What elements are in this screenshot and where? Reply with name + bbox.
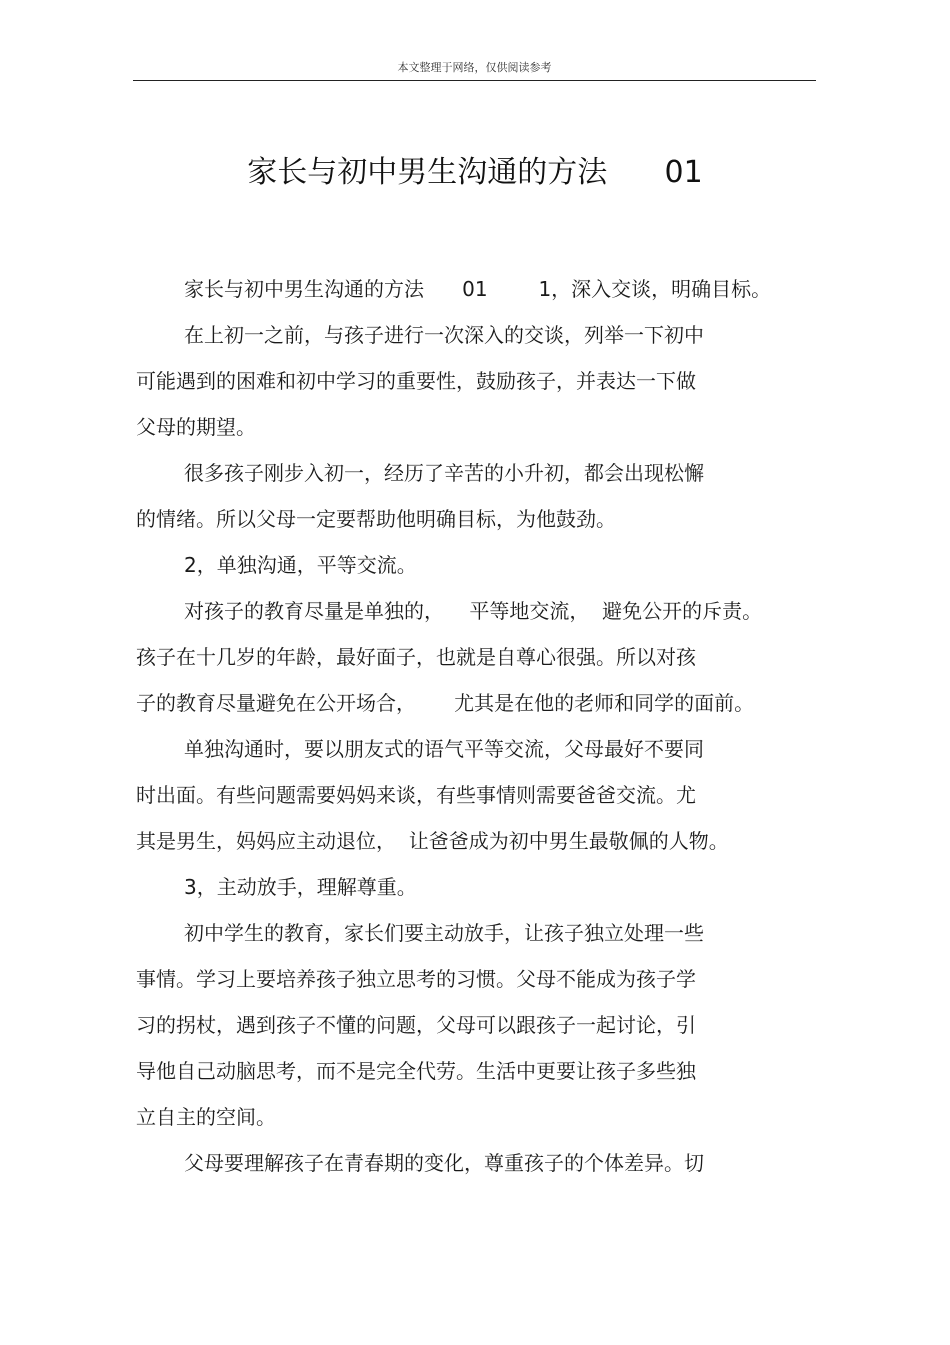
- section-heading: 3，主动放手，理解尊重。: [184, 875, 417, 899]
- paragraph-line: 习的拐杖，遇到孩子不懂的问题，父母可以跟孩子一起讨论，引: [136, 1013, 696, 1037]
- section-heading: 2，单独沟通，平等交流。: [184, 553, 417, 577]
- document-body: [136, 266, 816, 1186]
- paragraph-line: 其是男生，妈妈应主动退位， 让爸爸成为初中男生最敬佩的人物。: [136, 829, 729, 853]
- paragraph-line: 父母的期望。: [136, 415, 256, 439]
- paragraph-line: 孩子在十几岁的年龄，最好面子，也就是自尊心很强。所以对孩: [136, 645, 696, 669]
- paragraph-line: 立自主的空间。: [136, 1105, 276, 1129]
- paragraph-line: 单独沟通时，要以朋友式的语气平等交流，父母最好不要同: [184, 737, 704, 761]
- paragraph-line: 在上初一之前，与孩子进行一次深入的交谈，列举一下初中: [184, 323, 704, 347]
- paragraph-line: 导他自己动脑思考，而不是完全代劳。生活中更要让孩子多些独: [136, 1059, 696, 1083]
- paragraph-line: 家长与初中男生沟通的方法 01 1，深入交谈，明确目标。: [184, 277, 772, 301]
- paragraph-line: 可能遇到的困难和初中学习的重要性，鼓励孩子，并表达一下做: [136, 369, 696, 393]
- paragraph-line: 的情绪。所以父母一定要帮助他明确目标，为他鼓劲。: [136, 507, 616, 531]
- paragraph-line: 子的教育尽量避免在公开场合， 尤其是在他的老师和同学的面前。: [136, 691, 755, 715]
- paragraph-line: 对孩子的教育尽量是单独的， 平等地交流， 避免公开的斥责。: [184, 599, 763, 623]
- page-header: [133, 58, 816, 81]
- paragraph-line: 时出面。有些问题需要妈妈来谈，有些事情则需要爸爸交流。尤: [136, 783, 696, 807]
- header-text: 本文整理于网络，仅供阅读参考: [397, 61, 552, 74]
- paragraph-line: 事情。学习上要培养孩子独立思考的习惯。父母不能成为孩子学: [136, 967, 696, 991]
- paragraph-line: 父母要理解孩子在青春期的变化，尊重孩子的个体差异。切: [184, 1151, 704, 1175]
- paragraph-line: 初中学生的教育，家长们要主动放手，让孩子独立处理一些: [184, 921, 704, 945]
- paragraph-line: 很多孩子刚步入初一，经历了辛苦的小升初，都会出现松懈: [184, 461, 704, 485]
- document-title: 家长与初中男生沟通的方法 01: [247, 155, 703, 190]
